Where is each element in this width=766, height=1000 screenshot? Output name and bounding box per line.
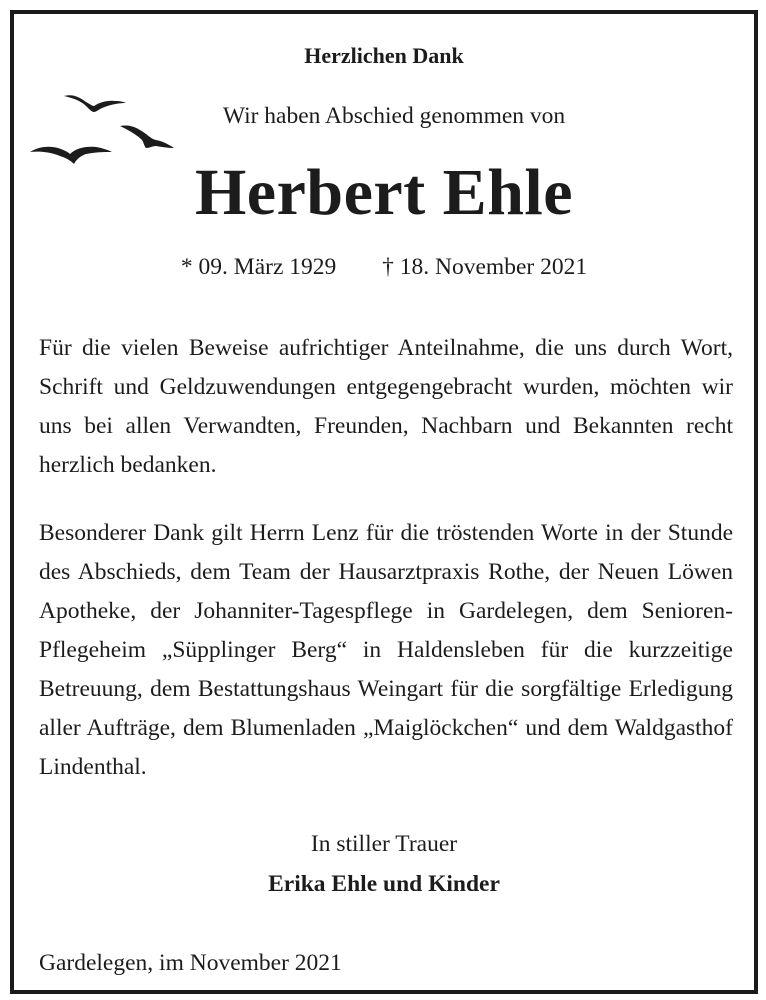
intro-line: Wir haben Abschied genommen von [222, 103, 566, 129]
thanks-paragraph-2: Besonderer Dank gilt Herrn Lenz für die tröstenden Worte in der Stunde des Abschieds, dem Team der Hausarztpraxis Rothe, der Neuen Löwen Apotheke, der Johanniter-Tagespflege in Gardelegen, dem Senioren-Pflegeheim „Süpplinger Berg“ in Haldensleben für die kurzzeitige Betreuung, dem Bestattungshaus Weingart für die sorgfältige Erledigung aller Aufträge, dem Blumenladen „Maiglöckchen“ und dem Waldgasthof Lindenthal. [39, 520, 733, 780]
flying-birds-icon [28, 90, 188, 170]
notice-heading: Herzlichen Dank [304, 43, 464, 68]
birth-date: * 09. März 1929 [180, 254, 337, 280]
place-and-date: Gardelegen, im November 2021 [39, 950, 342, 976]
notice-frame [10, 10, 758, 994]
closing-line: In stiller Trauer [310, 831, 458, 857]
death-date: † 18. November 2021 [382, 254, 588, 280]
deceased-name: Herbert Ehle [194, 156, 574, 229]
thanks-paragraph-1: Für die vielen Beweise aufrichtiger Anteilnahme, die uns durch Wort, Schrift und Geldzuwendungen entgegengebracht wurden, möchten wir uns bei allen Verwandten, Freunden, Nachbarn und Bekannten recht herzlich bedanken. [39, 335, 733, 478]
life-dates [14, 254, 754, 281]
signatories: Erika Ehle und Kinder [268, 871, 500, 897]
